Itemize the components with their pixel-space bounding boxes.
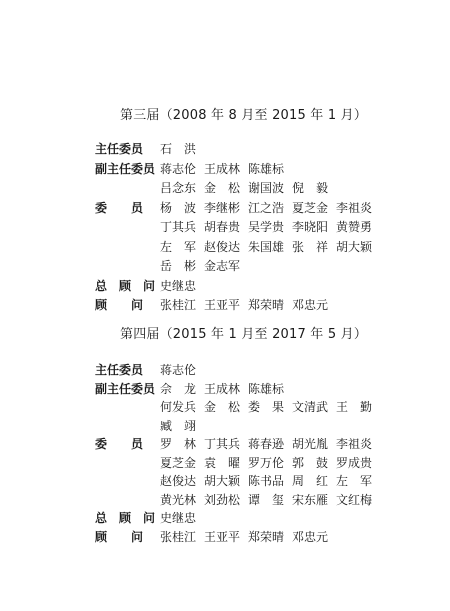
member-name: 王 勤 <box>336 400 373 414</box>
member-name: 王成林 <box>204 381 241 396</box>
member-name: 何发兵 <box>160 400 197 414</box>
member-name: 胡大颖 <box>336 239 373 254</box>
member-name: 丁其兵 <box>204 437 241 451</box>
member-name: 邓忠元 <box>292 529 329 544</box>
member-name: 谢国波 <box>248 181 285 195</box>
member-name: 金 松 <box>204 181 241 195</box>
member-name: 郑荣晴 <box>248 298 285 312</box>
member-name: 佘 龙 <box>160 381 197 396</box>
role-label: 副主任委员 <box>95 161 156 176</box>
member-name: 江之浩 <box>248 200 285 215</box>
member-name: 胡大颖 <box>204 474 241 488</box>
role-label: 主任委员 <box>95 363 144 377</box>
member-name: 宋东雁 <box>292 492 329 507</box>
role-label: 主任委员 <box>95 142 144 156</box>
member-name: 蒋志伦 <box>160 161 197 176</box>
member-name: 罗万伦 <box>248 455 285 470</box>
member-name: 邓忠元 <box>292 298 329 312</box>
member-name: 胡光胤 <box>292 437 329 451</box>
section4-title: 第四届（2015 年 1 月至 2017 年 5 月） <box>120 327 368 342</box>
member-name: 金志军 <box>204 259 241 273</box>
member-name: 夏芝金 <box>292 200 329 215</box>
role-label: 顾 问 <box>95 298 144 312</box>
member-name: 赵俊达 <box>160 474 197 488</box>
role-label: 委 员 <box>95 437 144 451</box>
member-name: 王亚平 <box>204 529 241 544</box>
member-name: 文红梅 <box>336 492 373 507</box>
member-name: 吴学贵 <box>248 220 285 234</box>
role-label: 顾 问 <box>95 529 144 544</box>
member-name: 陈书品 <box>248 474 285 488</box>
member-name: 杨 波 <box>160 200 197 215</box>
member-name: 王成林 <box>204 161 241 176</box>
member-name: 张 祥 <box>292 239 329 254</box>
member-name: 夏芝金 <box>160 455 197 470</box>
member-name: 丁其兵 <box>160 220 197 234</box>
member-name: 张桂江 <box>160 298 197 312</box>
member-name: 赵俊达 <box>204 239 241 254</box>
role-label: 总 顾 问 <box>95 511 156 525</box>
member-name: 张桂江 <box>160 529 197 544</box>
member-name: 罗成贵 <box>336 455 373 470</box>
member-name: 王亚平 <box>204 298 241 312</box>
member-name: 胡春贵 <box>204 220 241 234</box>
role-label: 副主任委员 <box>95 381 156 396</box>
member-name: 郭 鼓 <box>292 455 329 470</box>
member-name: 岳 彬 <box>160 259 197 273</box>
member-name: 吕念东 <box>160 181 197 195</box>
section3-title: 第三届（2008 年 8 月至 2015 年 1 月） <box>120 108 368 123</box>
member-name: 袁 曜 <box>204 455 241 470</box>
member-name: 黄光林 <box>160 492 197 507</box>
member-name: 陈雄标 <box>248 161 285 176</box>
member-name: 娄 果 <box>248 400 285 414</box>
member-name: 李祖炎 <box>336 200 373 215</box>
member-name: 李祖炎 <box>336 437 373 451</box>
role-label: 委 员 <box>95 200 144 215</box>
member-name: 刘劲松 <box>204 492 241 507</box>
member-name: 李晓阳 <box>292 220 329 234</box>
member-name: 郑荣晴 <box>248 529 285 544</box>
member-name: 李继彬 <box>204 200 241 215</box>
member-name: 左 军 <box>160 239 197 254</box>
member-name: 黄赞勇 <box>336 220 373 234</box>
member-name: 左 军 <box>336 474 373 488</box>
member-name: 罗 林 <box>160 437 197 451</box>
member-name: 朱国雄 <box>248 239 285 254</box>
member-name: 石 洪 <box>160 142 197 156</box>
member-name: 文清武 <box>292 400 329 414</box>
member-name: 蒋春逊 <box>248 437 285 451</box>
member-name: 倪 毅 <box>292 181 329 195</box>
member-name: 谭 玺 <box>248 492 285 507</box>
member-name: 蒋志伦 <box>160 363 197 377</box>
member-name: 金 松 <box>204 400 241 414</box>
member-name: 陈雄标 <box>248 381 285 396</box>
role-label: 总 顾 问 <box>95 278 156 293</box>
member-name: 臧 翊 <box>160 418 197 433</box>
member-name: 史继忠 <box>160 278 197 293</box>
member-name: 史继忠 <box>160 511 197 525</box>
member-name: 周 红 <box>292 474 329 488</box>
